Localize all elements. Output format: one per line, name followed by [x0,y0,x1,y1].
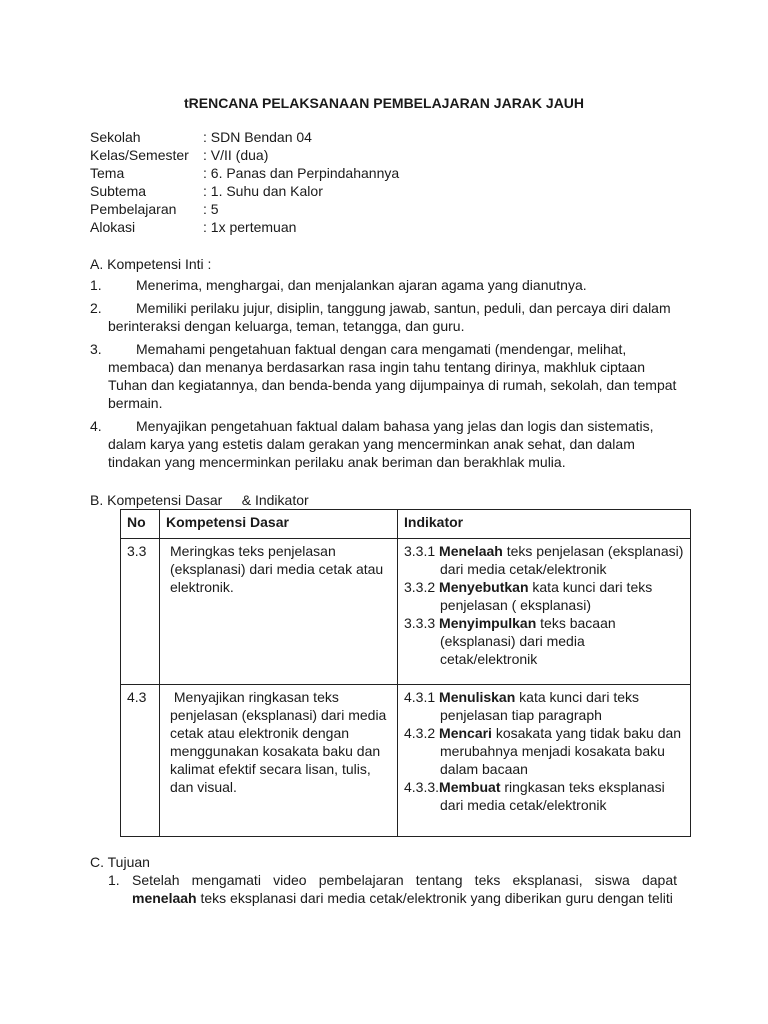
list-item [90,340,680,412]
list-item [90,299,680,335]
cell-no: 3.3 [121,539,160,685]
list-text [108,871,677,907]
tujuan-text-before: Setelah mengamati video pembelajaran tentang teks eksplanasi, siswa dapat [132,872,677,888]
kompetensi-inti-list [90,276,680,476]
list-item [90,417,680,471]
info-value: : 1. Suhu dan Kalor [203,183,323,199]
indicator-text: ringkasan teks eksplanasi dari media cetak/elektronik [440,779,665,813]
indicator-text: teks penjelasan (eksplanasi) dari media cetak/elektronik [440,543,684,577]
list-number: 3. [90,341,102,357]
indicator-verb: Membuat [439,779,501,795]
indicator-text: kosakata yang tidak baku dan merubahnya menjadi kosakata baku dalam bacaan [440,725,682,777]
indicator-number: 3.3.3 [404,615,440,631]
column-header-no: No [121,510,160,539]
section-b-heading: B. Kompetensi Dasar & Indikator [90,492,309,508]
info-value: : 5 [203,201,219,217]
list-item [90,276,680,294]
column-header-indikator: Indikator [398,510,691,539]
info-row-tema [90,164,399,182]
indicator-verb: Menelaah [439,543,503,559]
list-number: 1. [108,872,120,888]
kd-text: Menyajikan ringkasan teks penjelasan (eksplanasi) dari media cetak atau elektronik dengan menggunakan kosakata baku dan kalimat efektif secara lisan, tulis, dan visual. [170,689,391,795]
cell-indikator [398,539,691,685]
indicator-number: 3.3.2 [404,579,440,595]
list-text: Memahami pengetahuan faktual dengan cara mengamati (mendengar, melihat, membaca) dan menanya berdasarkan rasa ingin tahu tentang dirinya, makhluk ciptaan Tuhan dan kegiatannya, dan benda-benda yang dijumpainya di rumah, sekolah, dan tempat bermain. [108,341,677,411]
list-text: Menerima, menghargai, dan menjalankan ajaran agama yang dianutnya. [136,277,587,293]
info-label: Alokasi [90,219,136,235]
kd-text: Meringkas teks penjelasan (eksplanasi) dari media cetak atau elektronik. [170,543,384,595]
identity-block [90,128,399,236]
info-row-sekolah [90,128,399,146]
info-value: : V/II (dua) [203,147,269,163]
indicator-item [404,778,684,814]
list-text: Menyajikan pengetahuan faktual dalam bahasa yang jelas dan logis dan sistematis, dalam karya yang estetis dalam gerakan yang mencerminkan anak sehat, dan dalam tindakan yang mencerminkan perilaku anak beriman dan berakhlak mulia. [108,418,654,470]
section-a-heading: A. Kompetensi Inti : [90,256,212,272]
indicator-number: 4.3.3. [404,779,440,795]
indicator-item [404,614,684,668]
info-value: : 1x pertemuan [203,219,297,235]
table-row [121,539,691,685]
tujuan-text-after: teks eksplanasi dari media cetak/elektronik yang diberikan guru dengan teliti [196,890,673,906]
section-c-heading: C. Tujuan [90,854,150,870]
indicator-verb: Mencari [439,725,492,741]
kompetensi-dasar-table [120,509,691,837]
table-header-row [121,510,691,539]
info-row-subtema [90,182,399,200]
table-row [121,685,691,837]
indicator-item [404,542,684,578]
info-value: : SDN Bendan 04 [203,129,312,145]
info-label: Pembelajaran [90,201,177,217]
indicator-text: teks bacaan (eksplanasi) dari media cetak/elektronik [440,615,616,667]
indicator-item [404,578,684,614]
column-header-kd: Kompetensi Dasar [160,510,398,539]
tujuan-list [108,871,677,907]
info-row-pembelajaran [90,200,399,218]
tujuan-verb: menelaah [132,890,197,906]
document-title: tRENCANA PELAKSANAAN PEMBELAJARAN JARAK JAUH [183,95,585,111]
list-number: 2. [90,300,102,316]
info-row-alokasi [90,218,399,236]
list-number: 1. [90,277,102,293]
indicator-item [404,688,684,724]
indicator-number: 3.3.1 [404,543,440,559]
list-text: Memiliki perilaku jujur, disiplin, tanggung jawab, santun, peduli, dan percaya diri dalam berinteraksi dengan keluarga, teman, tetangga, dan guru. [108,300,671,334]
cell-no: 4.3 [121,685,160,837]
indicator-text: kata kunci dari teks penjelasan tiap paragraph [440,689,640,723]
info-row-kelas [90,146,399,164]
cell-kd [160,685,398,837]
cell-indikator [398,685,691,837]
indicator-verb: Menuliskan [439,689,516,705]
info-label: Tema [90,165,125,181]
indicator-verb: Menyimpulkan [439,615,537,631]
info-value: : 6. Panas dan Perpindahannya [203,165,400,181]
indicator-text: kata kunci dari teks penjelasan ( eksplanasi) [440,579,653,613]
indicator-number: 4.3.1 [404,689,440,705]
info-label: Sekolah [90,129,141,145]
list-number: 4. [90,418,102,434]
info-label: Kelas/Semester [90,147,189,163]
info-label: Subtema [90,183,147,199]
indicator-number: 4.3.2 [404,725,440,741]
indicator-item [404,724,684,778]
cell-kd [160,539,398,685]
indicator-verb: Menyebutkan [439,579,529,595]
